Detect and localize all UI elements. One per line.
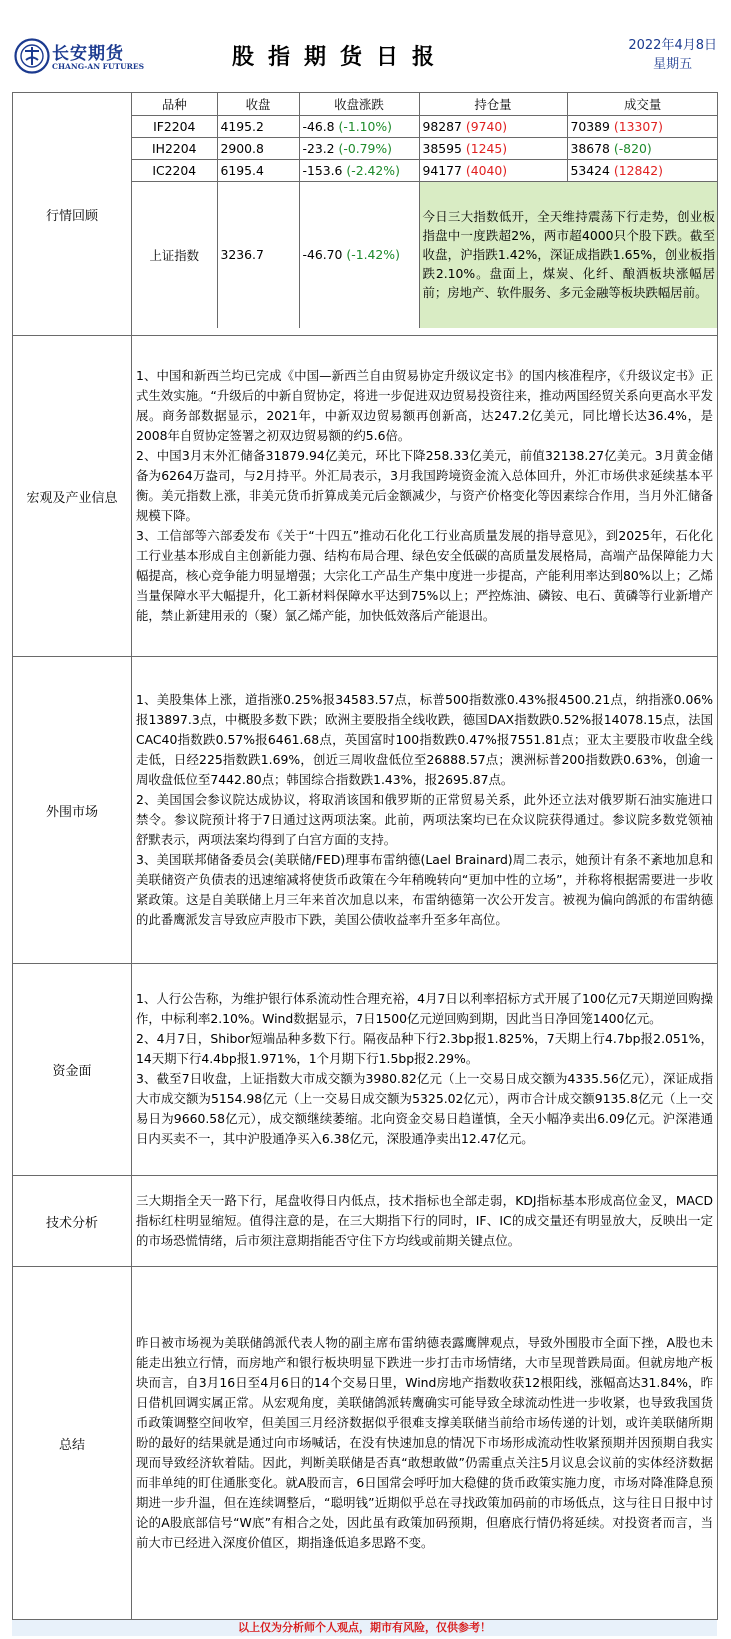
open-interest <box>419 159 567 181</box>
macro-paragraph: 2、中国3月末外汇储备31879.94亿美元，环比下降258.33亿美元，前值32138.27亿美元。3月黄金储备为6264万盎司，与2月持平。外汇局表示，3月我国跨境资金流入总体回升，外汇市场供求延续基本平衡。美元指数上涨，非美元货币折算成美元后金额减少，与资产价格变化等因素综合作用，当月外汇储备规模下降。 <box>136 447 713 523</box>
external-paragraph: 1、美股集体上涨，道指涨0.25%报34583.57点，标普500指数涨0.43%报4500.21点，纳指涨0.06%报13897.3点，中概股多数下跌；欧洲主要股指全线收跌，德国DAX指数跌0.52%报14078.15点，法国CAC40指数跌0.57%报6461.68点，英国富时100指数跌0.47%报7551.81点；亚太主要股市收盘全线走低，日经225指数跌1.69%，创近三周收盘低位至26888.57点；澳洲标普200指数跌0.63%，创逾一周收盘低位至7442.80点；韩国综合指数跌1.43%，报2695.87点。 <box>136 691 713 787</box>
price-change <box>299 115 419 137</box>
funding-content <box>132 964 718 1176</box>
volume-value: 70389 <box>570 118 610 134</box>
change-value: -153.6 <box>302 162 343 178</box>
quote-row-ih2204 <box>132 137 718 159</box>
quote-header-row <box>132 93 718 115</box>
report-table <box>12 92 718 1620</box>
index-change-percent: (-1.42%) <box>346 247 400 263</box>
volume-value: 38678 <box>570 140 610 156</box>
section-label-external: 外围市场 <box>13 657 132 964</box>
change-percent: (-2.42%) <box>346 162 400 178</box>
section-label-summary: 总结 <box>13 1267 132 1620</box>
oi-change: (9740) <box>465 118 508 134</box>
oi-change: (4040) <box>465 162 508 178</box>
report-weekday: 星期五 <box>653 57 693 72</box>
report-date-block <box>628 36 717 74</box>
oi-value: 98287 <box>422 118 462 134</box>
macro-content <box>132 336 718 657</box>
quote-row-if2204 <box>132 115 718 137</box>
funding-paragraph: 1、人行公告称，为维护银行体系流动性合理充裕，4月7日以利率招标方式开展了100亿元7天期逆回购操作，中标利率2.10%。Wind数据显示，7日1500亿元逆回购到期，因此当日净回笼1400亿元。 <box>136 991 713 1026</box>
volume-change: (-820) <box>613 140 652 156</box>
close-price: 4195.2 <box>217 115 299 137</box>
oi-value: 94177 <box>422 162 462 178</box>
change-value: -46.8 <box>302 118 335 134</box>
external-content <box>132 657 718 964</box>
technical-content: 三大期指全天一路下行，尾盘收得日内低点，技术指标也全部走弱，KDJ指标基本形成高位金叉，MACD指标红柱明显缩短。值得注意的是，在三大期指下行的同时，IF、IC的成交量还有明显放大，反映出一定的市场恐慌情绪，后市须注意期指能否守住下方均线或前期关键点位。 <box>132 1176 718 1267</box>
open-interest <box>419 115 567 137</box>
change-percent: (-0.79%) <box>338 140 393 156</box>
external-paragraph: 3、美国联邦储备委员会(美联储/FED)理事布雷纳德(Lael Brainard)周二表示，她预计有条不紊地加息和美联储资产负债表的迅速缩减将使货币政策在今年稍晚转向“更加中性的立场”，并称将根据需要进一步收紧政策。这是自美联储上月三年来首次加息以来，布雷纳德第一次公开发言。被视为偏向鸽派的布雷纳德的此番鹰派发言导致应声股市下跌，美国公债收益率升至多年高位。 <box>136 851 713 927</box>
index-change <box>299 181 419 328</box>
price-change <box>299 137 419 159</box>
header-change: 收盘涨跌 <box>299 93 419 115</box>
header-volume: 成交量 <box>567 93 718 115</box>
volume <box>567 137 718 159</box>
contract-name: IF2204 <box>132 115 217 137</box>
section-label-funding: 资金面 <box>13 964 132 1176</box>
oi-change: (1245) <box>465 140 508 156</box>
market-commentary: 今日三大指数低开，全天维持震荡下行走势，创业板指盘中一度跌超2%，两市超4000只个股下跌。截至收盘，沪指跌1.42%，深证成指跌1.65%，创业板指跌2.10%。盘面上，煤炭、化纤、酿酒板块涨幅居前；房地产、软件服务、多元金融等板块跌幅居前。 <box>419 181 718 328</box>
company-logo <box>14 36 145 80</box>
open-interest <box>419 137 567 159</box>
external-paragraph: 2、美国国会参议院达成协议，将取消该国和俄罗斯的正常贸易关系，此外还立法对俄罗斯石油实施进口禁令。参议院预计将于7日通过这两项法案。此前，两项法案均已在众议院获得通过。参议院多数党领袖舒默表示，两项法案均得到了白宫方面的支持。 <box>136 791 713 847</box>
volume-value: 53424 <box>570 162 610 178</box>
index-change-value: -46.70 <box>302 247 343 263</box>
header-open-interest: 持仓量 <box>419 93 567 115</box>
logo-english-name: CHANG-AN FUTURES <box>52 62 145 71</box>
close-price: 6195.4 <box>217 159 299 181</box>
close-price: 2900.8 <box>217 137 299 159</box>
change-percent: (-1.10%) <box>338 118 393 134</box>
logo-emblem-icon <box>14 38 50 74</box>
risk-disclaimer: 以上仅为分析师个人观点，期市有风险，仅供参考！ <box>12 1620 717 1636</box>
quote-row-ic2204 <box>132 159 718 181</box>
oi-value: 38595 <box>422 140 462 156</box>
section-label-technical: 技术分析 <box>13 1176 132 1267</box>
volume-change: (12842) <box>613 162 663 178</box>
volume <box>567 159 718 181</box>
macro-paragraph: 1、中国和新西兰均已完成《中国—新西兰自由贸易协定升级议定书》的国内核准程序，《升级议定书》正式生效实施。“升级后的中新自贸协定，将进一步促进双边贸易投资往来，推动两国经贸关系向更高水平发展。商务部数据显示，2021年，中新双边贸易额再创新高，达247.2亿美元，同比增长达36.4%，是2008年自贸协定签署之初双边贸易额的约5.6倍。 <box>136 367 713 443</box>
index-name: 上证指数 <box>132 181 217 328</box>
volume <box>567 115 718 137</box>
report-header <box>0 0 731 92</box>
logo-chinese-name: 长安期货 <box>52 44 124 64</box>
section-label-market-review: 行情回顾 <box>13 93 132 336</box>
macro-paragraph: 3、工信部等六部委发布《关于“十四五”推动石化化工行业高质量发展的指导意见》，到2025年，石化化工行业基本形成自主创新能力强、结构布局合理、绿色安全低碳的高质量发展格局，高端产品保障能力大幅提高，核心竞争能力明显增强；大宗化工产品生产集中度进一步提高，产能利用率达到80%以上；乙烯当量保障水平大幅提升，化工新材料保障水平达到75%以上；严控炼油、磷铵、电石、黄磷等行业新增产能，禁止新建用汞的（聚）氯乙烯产能，加快低效落后产能退出。 <box>136 527 713 623</box>
market-review-cell <box>132 93 718 336</box>
summary-content: 昨日被市场视为美联储鸽派代表人物的副主席布雷纳德表露鹰牌观点，导致外围股市全面下挫，A股也未能走出独立行情，而房地产和银行板块明显下跌进一步打击市场情绪，大市呈现普跌局面。但就房地产板块而言，自3月16日至4月6日的14个交易日里，Wind房地产指数收获12根阳线，涨幅高达31.84%，昨日借机回调实属正常。从宏观角度，美联储鸽派转鹰确实可能导致全球流动性进一步收紧，也导致我国货币政策调整空间收窄，但美国三月经济数据似乎很难支撑美联储当前给市场传递的计划，或许美联储所期盼的最好的结果就是通过向市场喊话，在没有快速加息的情况下市场形成流动性收紧预期并因预期自我实现而导致经济软着陆。因此，判断美联储是否真“敢想敢做”仍需重点关注5月议息会议前的实体经济数据而非单纯的盯住通胀变化。就A股而言，6日国常会呼吁加大稳健的货币政策实施力度，市场对降准降息预期进一步升温，但在连续调整后，“聪明钱”近期似乎总在寻找政策加码前的市场低点，这与往日日报中讨论的A股底部信号“W底”有相合之处，因此虽有政策加码预期，但磨底行情仍将延续。对投资者而言，当前大市已经进入深度价值区，期指逢低追多思路不变。 <box>132 1267 718 1620</box>
funding-paragraph: 2、4月7日，Shibor短端品种多数下行。隔夜品种下行2.3bp报1.825%，7天期上行4.7bp报2.051%，14天期下行4.4bp报1.971%，1个月期下行1.5bp报2.29%。 <box>136 1031 713 1066</box>
funding-paragraph: 3、截至7日收盘，上证指数大市成交额为3980.82亿元（上一交易日成交额为4335.56亿元），深证成指大市成交额为5154.98亿元（上一交易日成交额为5325.02亿元），两市合计成交额9135.8亿元（上一交易日为9660.58亿元），成交额继续萎缩。北向资金交易日趋谨慎，全天小幅净卖出6.09亿元。沪深港通日内买卖不一，其中沪股通净买入6.38亿元，深股通净卖出12.47亿元。 <box>136 1071 713 1146</box>
volume-change: (13307) <box>613 118 663 134</box>
header-product: 品种 <box>132 93 217 115</box>
report-date: 2022年4月8日 <box>628 38 717 53</box>
section-label-macro: 宏观及产业信息 <box>13 336 132 657</box>
index-close: 3236.7 <box>217 181 299 328</box>
contract-name: IC2204 <box>132 159 217 181</box>
change-value: -23.2 <box>302 140 335 156</box>
price-change <box>299 159 419 181</box>
report-title: 股指期货日报 <box>232 45 449 70</box>
header-close: 收盘 <box>217 93 299 115</box>
quote-table <box>132 93 718 328</box>
quote-row-shanghai-index <box>132 181 718 328</box>
contract-name: IH2204 <box>132 137 217 159</box>
